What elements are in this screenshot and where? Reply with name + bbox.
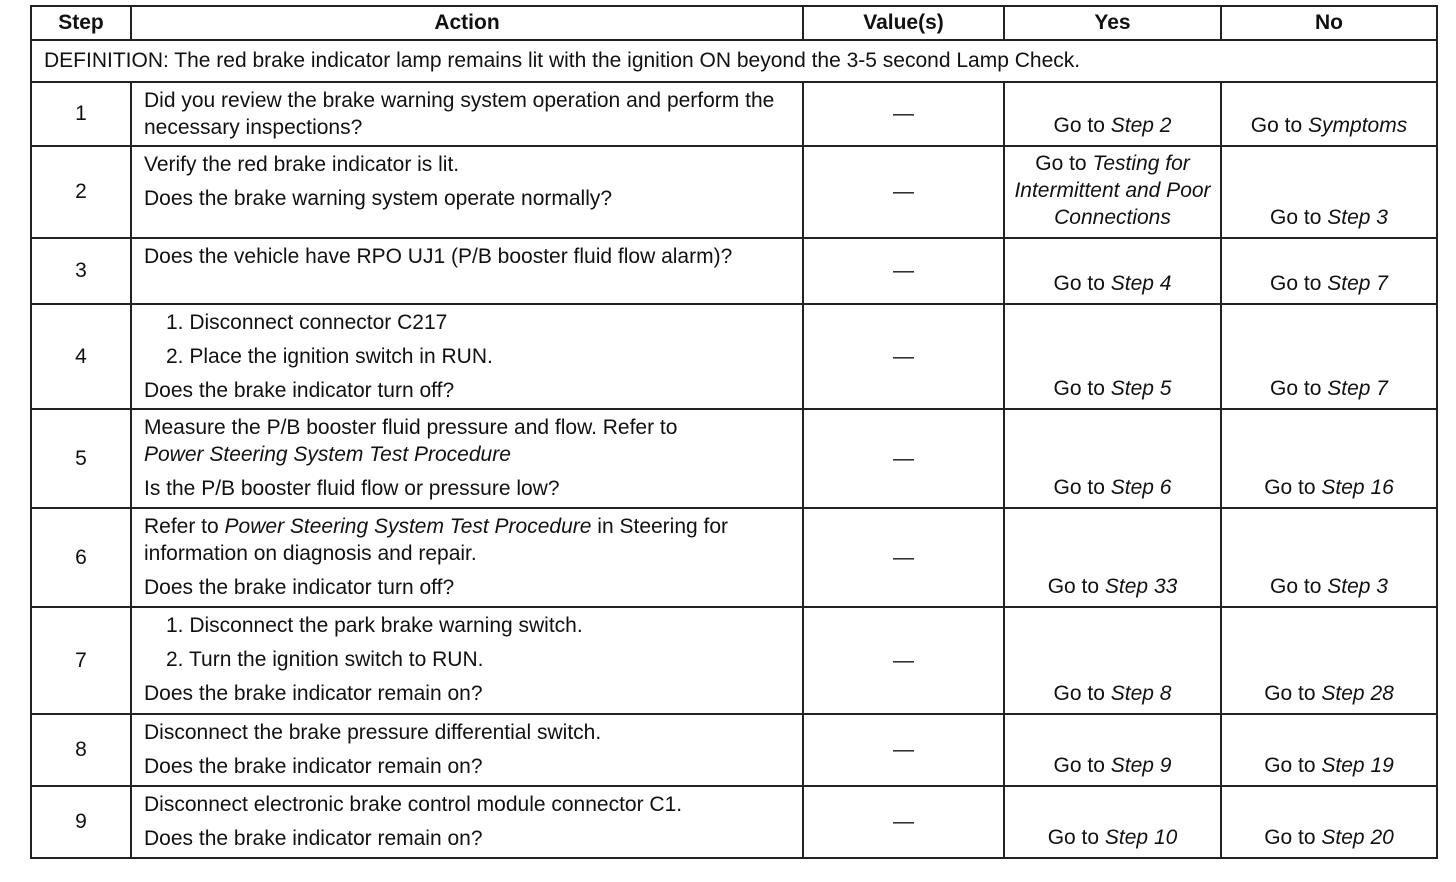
no-cell [1221, 409, 1437, 508]
action-line: Disconnect electronic brake control module connector C1. [144, 793, 683, 816]
action-question: Does the brake warning system operate normally? [144, 187, 613, 210]
go-to-label: Go to [1047, 826, 1100, 849]
no-cell [1221, 714, 1437, 786]
action-line: Verify the red brake indicator is lit. [144, 153, 460, 176]
action-line: Does the vehicle have RPO UJ1 (P/B booster fluid flow alarm)? [144, 245, 733, 268]
numbered-step: 1. Disconnect connector C217 [166, 311, 448, 334]
value-dash: — [803, 238, 1004, 304]
go-to-label: Go to [1250, 114, 1303, 137]
yes-cell [1004, 146, 1221, 238]
go-to-label: Go to [1270, 272, 1322, 295]
action-cell [131, 146, 803, 238]
reference-title: Power Steering System Test Procedure [144, 443, 511, 466]
no-target: Step 28 [1321, 682, 1394, 705]
no-cell [1221, 146, 1437, 238]
no-target: Step 7 [1327, 377, 1388, 400]
go-to-label: Go to [1053, 114, 1105, 137]
action-cell [131, 409, 803, 508]
action-question: Does the brake indicator remain on? [144, 755, 483, 778]
no-cell [1221, 304, 1437, 409]
yes-cell [1004, 409, 1221, 508]
table-row [31, 304, 1437, 409]
yes-target: Step 2 [1110, 114, 1172, 137]
table-row [31, 786, 1437, 858]
no-target: Step 3 [1327, 575, 1388, 598]
no-target: Step 19 [1321, 754, 1394, 777]
yes-target: Step 9 [1110, 754, 1172, 777]
yes-cell [1004, 304, 1221, 409]
table-row [31, 146, 1437, 238]
action-line: Disconnect the brake pressure differential switch. [144, 721, 602, 744]
value-dash: — [803, 714, 1004, 786]
go-to-label: Go to [1053, 272, 1105, 295]
yes-target: Step 8 [1110, 682, 1172, 705]
no-cell [1221, 607, 1437, 714]
go-to-label: Go to [1053, 476, 1105, 499]
header-yes: Yes [1004, 6, 1221, 40]
action-line [144, 513, 790, 567]
step-number: 9 [31, 786, 131, 858]
definition-text: DEFINITION: The red brake indicator lamp remains lit with the ignition ON beyond the 3-5 second Lamp Check. [31, 40, 1437, 82]
yes-cell [1004, 508, 1221, 607]
no-cell [1221, 508, 1437, 607]
action-cell [131, 304, 803, 409]
numbered-step: 2. Place the ignition switch in RUN. [166, 345, 493, 368]
table-row [31, 607, 1437, 714]
header-action: Action [131, 6, 803, 40]
no-target: Step 3 [1327, 206, 1388, 229]
action-text: Measure the P/B booster fluid pressure and flow. Refer to [144, 416, 678, 439]
no-target: Symptoms [1308, 114, 1408, 137]
go-to-label: Go to [1270, 377, 1322, 400]
diagnostic-table [30, 5, 1438, 859]
step-number: 1 [31, 82, 131, 146]
go-to-label: Go to [1264, 826, 1316, 849]
no-cell [1221, 786, 1437, 858]
action-question: Does the brake indicator remain on? [144, 827, 483, 850]
action-cell [131, 714, 803, 786]
action-cell [131, 238, 803, 304]
step-number: 5 [31, 409, 131, 508]
header-no: No [1221, 6, 1437, 40]
definition-row [31, 40, 1437, 82]
table-row [31, 82, 1437, 146]
action-cell [131, 607, 803, 714]
reference-title: Power Steering System Test Procedure [224, 515, 592, 538]
no-cell [1221, 82, 1437, 146]
no-target: Step 7 [1327, 272, 1388, 295]
yes-target: Step 5 [1110, 377, 1172, 400]
header-step: Step [31, 6, 131, 40]
numbered-step: 1. Disconnect the park brake warning switch. [166, 614, 583, 637]
step-number: 7 [31, 607, 131, 714]
yes-cell [1004, 238, 1221, 304]
action-question: Is the P/B booster fluid flow or pressure low? [144, 477, 560, 500]
action-text: in Steering for information on diagnosis and repair. [144, 515, 729, 565]
go-to-label: Go to [1035, 152, 1087, 175]
table-row [31, 508, 1437, 607]
go-to-label: Go to [1053, 754, 1105, 777]
step-number: 8 [31, 714, 131, 786]
go-to-label: Go to [1264, 476, 1316, 499]
yes-cell [1004, 607, 1221, 714]
value-dash: — [803, 786, 1004, 858]
value-dash: — [803, 607, 1004, 714]
no-target: Step 16 [1321, 476, 1394, 499]
step-number: 4 [31, 304, 131, 409]
table-row [31, 238, 1437, 304]
table-row [31, 714, 1437, 786]
yes-cell [1004, 82, 1221, 146]
action-line [144, 414, 790, 468]
value-dash: — [803, 508, 1004, 607]
go-to-label: Go to [1053, 377, 1105, 400]
value-dash: — [803, 304, 1004, 409]
step-number: 3 [31, 238, 131, 304]
yes-cell [1004, 714, 1221, 786]
action-question: Does the brake indicator turn off? [144, 576, 455, 599]
go-to-label: Go to [1270, 575, 1322, 598]
action-question: Does the brake indicator remain on? [144, 682, 483, 705]
go-to-label: Go to [1270, 206, 1322, 229]
yes-cell [1004, 786, 1221, 858]
action-line: Did you review the brake warning system operation and perform the necessary inspections? [144, 89, 775, 139]
value-dash: — [803, 146, 1004, 238]
go-to-label: Go to [1053, 682, 1105, 705]
no-cell [1221, 238, 1437, 304]
value-dash: — [803, 82, 1004, 146]
go-to-label: Go to [1047, 575, 1100, 598]
yes-target: Step 10 [1104, 826, 1178, 849]
value-dash: — [803, 409, 1004, 508]
header-row [31, 6, 1437, 40]
action-cell [131, 508, 803, 607]
yes-target: Step 4 [1110, 272, 1172, 295]
yes-target: Testing for Intermittent and Poor Connections [1014, 152, 1211, 229]
yes-target: Step 6 [1110, 476, 1172, 499]
numbered-step: 2. Turn the ignition switch to RUN. [166, 648, 484, 671]
action-text: Refer to [144, 515, 219, 538]
no-target: Step 20 [1321, 826, 1394, 849]
go-to-label: Go to [1264, 754, 1316, 777]
action-cell [131, 786, 803, 858]
yes-target: Step 33 [1104, 575, 1178, 598]
action-question: Does the brake indicator turn off? [144, 379, 455, 402]
step-number: 2 [31, 146, 131, 238]
header-values: Value(s) [803, 6, 1004, 40]
go-to-label: Go to [1264, 682, 1316, 705]
step-number: 6 [31, 508, 131, 607]
table-row [31, 409, 1437, 508]
action-cell [131, 82, 803, 146]
